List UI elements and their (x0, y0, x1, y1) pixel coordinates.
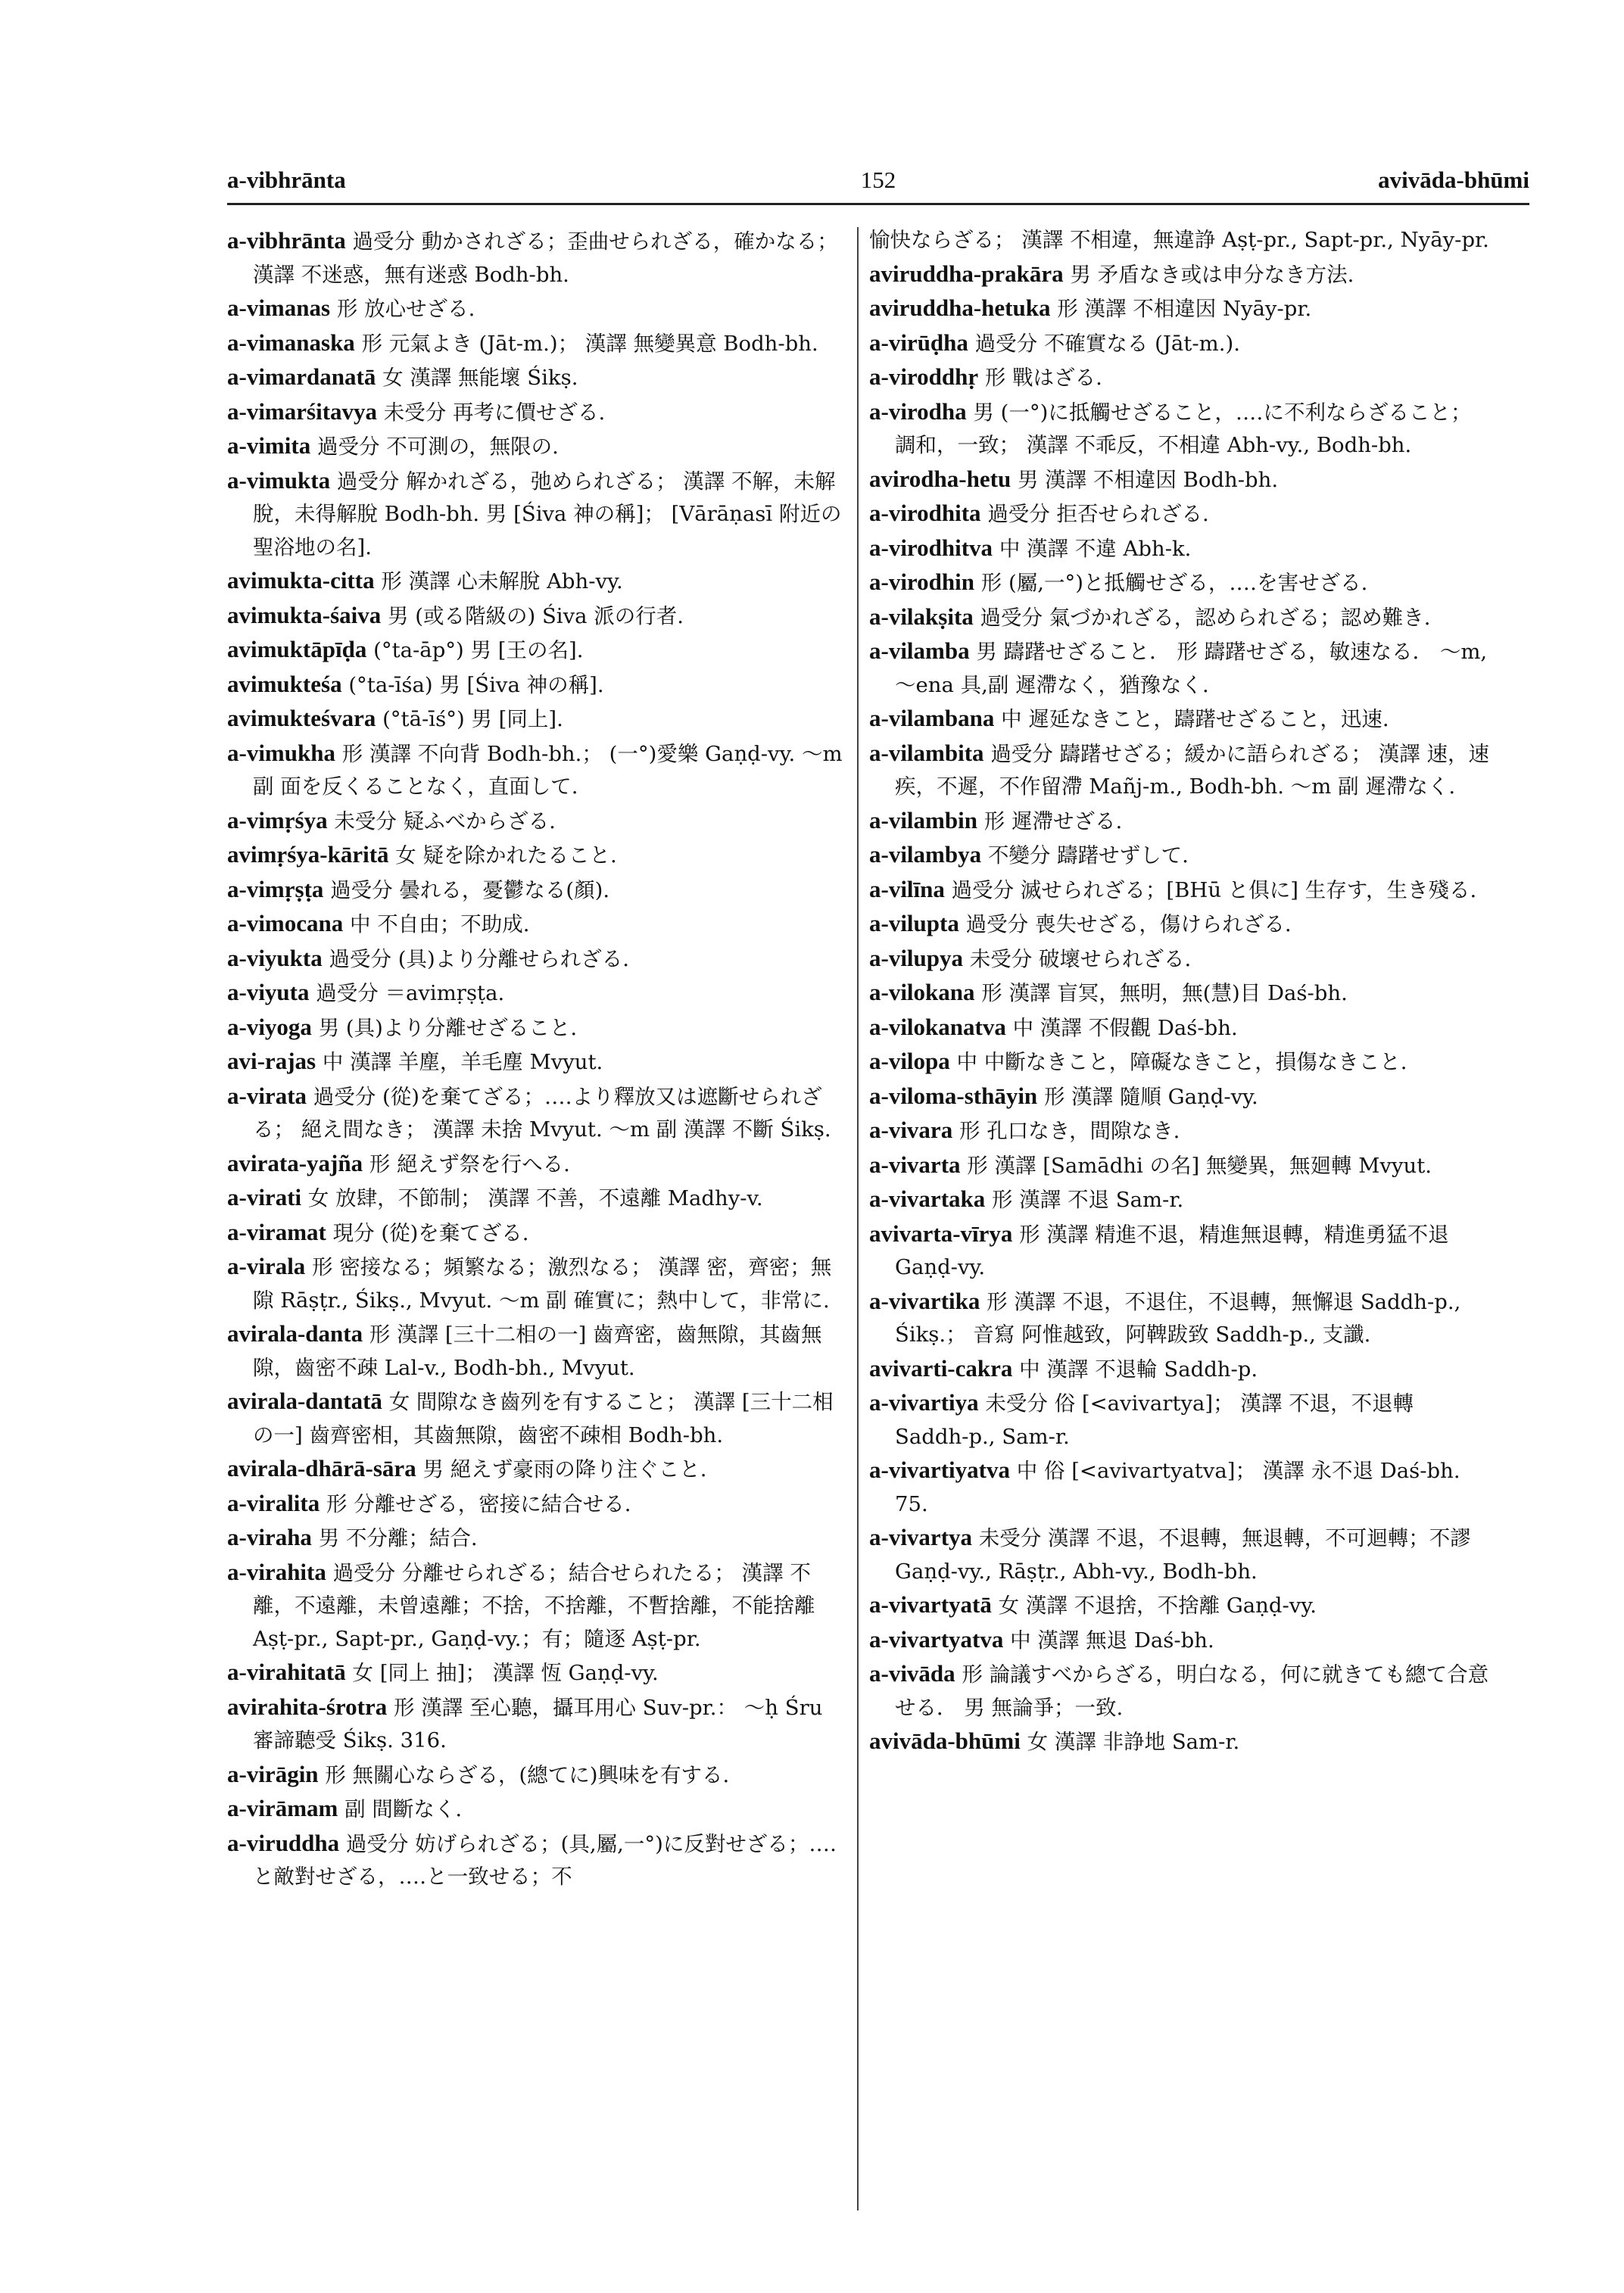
entry-headword: a-virodhitva (869, 534, 993, 561)
dictionary-entry (227, 1827, 848, 1894)
entry-definition: 過受分 滅せられざる；[BHū と俱に] 生存す，生き殘る. (951, 877, 1477, 902)
entry-headword: a-vilambya (869, 841, 982, 868)
entry-headword: a-viramat (227, 1218, 326, 1245)
entry-headword: avirata-yajña (227, 1149, 363, 1176)
running-head-right: avivāda-bhūmi (1378, 167, 1529, 193)
entry-definition: 男 (一°)に抵觸せざること，‥‥に不利ならざること；調和，一致； 漢譯 不乖反，不相違 Abh-vy., Bodh-bh. (895, 400, 1472, 457)
dictionary-entry (227, 907, 848, 942)
dictionary-entry (869, 1045, 1490, 1080)
dictionary-entry (869, 257, 1490, 292)
dictionary-entry (869, 1285, 1490, 1352)
dictionary-entry (869, 737, 1490, 804)
entry-headword: a-viyoga (227, 1013, 312, 1040)
dictionary-entry (227, 804, 848, 839)
entry-headword: a-vimardanatā (227, 363, 376, 390)
entry-headword: a-viyuta (227, 979, 310, 1005)
entry-definition: 過受分 喪失せざる，傷けられざる. (965, 912, 1292, 936)
dictionary-entry (869, 1352, 1490, 1387)
running-head-left: a-vibhrānta (227, 167, 346, 193)
entry-headword: a-vimukta (227, 466, 331, 494)
entry-definition: 未受分 疑ふべからざる. (334, 808, 556, 833)
entry-definition: (°ta-īśa) 男 [Śiva 神の稱]. (348, 672, 604, 697)
dictionary-entry (227, 838, 848, 873)
entry-definition: 女 漢譯 不退捨，不捨離 Gaṇḍ-vy. (998, 1594, 1317, 1618)
entry-definition: 副 間斷なく. (344, 1797, 463, 1821)
dictionary-entry (227, 1487, 848, 1522)
dictionary-entry (869, 1011, 1490, 1045)
entry-definition: 中 不自由；不助成. (350, 912, 530, 936)
entry-definition: 未受分 再考に價せざる. (383, 400, 606, 425)
entry-definition: 過受分 不確實なる (Jāt-m.). (974, 331, 1240, 356)
dictionary-entry (227, 1147, 848, 1182)
entry-definition: 形 (屬,一°)と抵觸せざる，‥‥を害せざる. (980, 571, 1368, 595)
entry-headword: avirala-danta (227, 1320, 363, 1347)
header-rule (227, 203, 1529, 205)
dictionary-entry (227, 1521, 848, 1556)
entry-definition: 形 漢譯 [Samādhi の名] 無變異，無廻轉 Mvyut. (967, 1153, 1432, 1178)
dictionary-entry (869, 463, 1490, 497)
dictionary-entry (227, 395, 848, 430)
entry-definition: 過受分 (從)を棄てざる；‥‥より釋放又は遮斷せられざる； 絕え間なき； 漢譯 未捨 Mvyut. 〜m 副 漢譯 不斷 Śikṣ. (253, 1084, 831, 1142)
left-column (227, 224, 848, 2223)
entry-definition: 過受分 曇れる，憂鬱なる(顏). (330, 877, 610, 902)
entry-definition: 過受分 妨げられざる；(具,屬,一°)に反對せざる；‥‥と敵對せざる，‥‥と一致せる；不 (253, 1831, 837, 1889)
entry-definition: 形 遲滯せざる. (983, 808, 1123, 833)
column-divider (857, 227, 859, 2210)
dictionary-entry (869, 1521, 1490, 1588)
entry-definition: 女 疑を除かれたること. (395, 843, 617, 868)
dictionary-entry (227, 1792, 848, 1827)
dictionary-entry (869, 565, 1490, 600)
entry-definition: 過受分 不可測の，無限の. (316, 435, 559, 459)
entry-headword: a-vimanaska (227, 329, 355, 356)
dictionary-entry (869, 1386, 1490, 1453)
entry-definition: 現分 (從)を棄てざる. (332, 1220, 529, 1245)
entry-definition: (°tā-īś°) 男 [同上]. (382, 707, 563, 731)
entry-headword: a-vilopa (869, 1048, 950, 1074)
dictionary-entry (227, 464, 848, 565)
entry-headword: a-viruddha (227, 1829, 340, 1856)
entry-definition: 過受分 動かされざる；歪曲せられざる，確かなる； 漢譯 不迷惑，無有迷惑 Bodh-bh. (253, 229, 838, 287)
right-column (869, 224, 1490, 2223)
dictionary-entry (869, 1724, 1490, 1759)
entry-headword: avimukta-śaiva (227, 601, 382, 628)
dictionary-entry (227, 1452, 848, 1487)
entry-headword: avirahita-śrotra (227, 1693, 388, 1720)
entry-headword: a-virati (227, 1184, 302, 1210)
dictionary-entry (869, 976, 1490, 1011)
entry-definition: 愉快ならざる； 漢譯 不相違，無違諍 Aṣṭ-pr., Sapt-pr., Nyāy-pr. (869, 228, 1489, 252)
entry-headword: a-virāmam (227, 1795, 338, 1821)
entry-headword: a-vilambin (869, 806, 977, 833)
entry-definition: 不變分 躊躇せずして. (987, 843, 1189, 868)
entry-definition: 形 絕えず祭を行へる. (369, 1151, 570, 1176)
entry-headword: a-vivartiya (869, 1389, 979, 1416)
entry-headword: a-vimocana (227, 910, 344, 936)
entry-headword: a-vivarta (869, 1151, 961, 1178)
dictionary-entry (227, 1758, 848, 1793)
entry-definition: 形 論議すべからざる，明白なる，何に就きても總て合意せる． 男 無論爭；一致. (895, 1662, 1489, 1720)
entry-definition: 男 不分離；結合. (318, 1526, 478, 1550)
entry-definition: 男 (具)より分離せざること. (318, 1015, 578, 1040)
entry-headword: a-vimṛṣṭa (227, 875, 324, 902)
entry-headword: a-vivartika (869, 1287, 980, 1314)
entry-definition: 中 漢譯 無退 Daś-bh. (1010, 1628, 1214, 1653)
entry-definition: 中 中斷なきこと，障礙なきこと，損傷なきこと. (956, 1050, 1407, 1074)
entry-headword: avivarti-cakra (869, 1354, 1013, 1382)
dictionary-entry (869, 838, 1490, 873)
entry-definition: 未受分 漢譯 不退，不退轉，無退轉，不可迴轉；不謬 Gaṇḍ-vy., Rāṣṭr., Abh-vy., Bodh-bh. (895, 1526, 1471, 1584)
entry-definition: 過受分 ＝avimṛṣṭa. (316, 981, 505, 1005)
entry-headword: a-vivartyatva (869, 1625, 1004, 1653)
entry-definition: 形 漢譯 至心聽，攝耳用心 Suv-pr.： 〜ḥ Śru 審諦聽受 Śikṣ. 316. (253, 1695, 823, 1752)
entry-headword: a-vilambana (869, 705, 995, 731)
entry-definition: 形 漢譯 不向背 Bodh-bh.； (一°)愛樂 Gaṇḍ-vy. 〜m 副 面を反くることなく，直面して. (253, 741, 843, 799)
dictionary-entry (227, 668, 848, 703)
entry-definition: 女 漢譯 無能壞 Śikṣ. (382, 366, 578, 390)
entry-definition: 男 矛盾なき或は申分なき方法. (1070, 262, 1354, 287)
dictionary-entry (869, 1182, 1490, 1217)
dictionary-entry (227, 873, 848, 908)
entry-headword: a-viralita (227, 1489, 320, 1516)
entry-definition: 形 密接なる；頻繁なる；激烈なる； 漢譯 密，齊密；無隙 Rāṣṭr., Śikṣ., Mvyut. 〜m 副 確實に；熱中して，非常に. (253, 1255, 832, 1313)
dictionary-entry (227, 942, 848, 977)
entry-definition: 形 漢譯 盲冥，無明，無(慧)目 Daś-bh. (981, 981, 1348, 1005)
dictionary-entry (227, 737, 848, 804)
entry-headword: avimukteśa (227, 670, 342, 697)
entry-definition: 中 漢譯 不違 Abh-k. (999, 536, 1192, 561)
dictionary-entry (869, 224, 1490, 257)
entry-headword: a-vilakṣita (869, 603, 974, 630)
entry-definition: 女 放肆，不節制； 漢譯 不善，不遠離 Madhy-v. (307, 1186, 763, 1210)
entry-definition: 女 漢譯 非諍地 Sam-r. (1027, 1730, 1240, 1754)
dictionary-entry (227, 1317, 848, 1385)
entry-headword: avirodha-hetu (869, 465, 1011, 492)
dictionary-entry (227, 429, 848, 464)
dictionary-entry (227, 1080, 848, 1147)
entry-headword: avirala-dhārā-sāra (227, 1455, 416, 1481)
entry-definition: 中 漢譯 不退輪 Saddh-p. (1019, 1357, 1258, 1382)
entry-headword: a-vilīna (869, 875, 945, 902)
dictionary-entry (869, 873, 1490, 908)
entry-definition: (°ta-āp°) 男 [王の名]. (373, 638, 584, 662)
dictionary-entry (869, 1148, 1490, 1183)
entry-headword: a-vivartiyatva (869, 1456, 1010, 1483)
entry-definition: 形 漢譯 不相違因 Nyāy-pr. (1057, 297, 1312, 321)
entry-definition: 男 漢譯 不相違因 Bodh-bh. (1017, 467, 1279, 492)
entry-definition: 形 漢譯 不退，不退住，不退轉，無懈退 Saddh-p., Śikṣ.； 音寫 阿惟越致，阿鞞跋致 Saddh-p., 支讖. (895, 1289, 1461, 1347)
dictionary-entry (227, 1656, 848, 1690)
page-number: 152 (860, 167, 896, 193)
entry-definition: 男 躊躇せざること． 形 躊躇せざる，敏速なる． 〜m, 〜ena 具,副 遲滯なく，猶豫なく. (895, 640, 1488, 697)
dictionary-entry (227, 1690, 848, 1758)
dictionary-entry (869, 531, 1490, 566)
entry-definition: 形 漢譯 心未解脫 Abh-vy. (381, 569, 623, 594)
entry-headword: a-viloma-sthāyin (869, 1082, 1038, 1109)
dictionary-entry (869, 600, 1490, 635)
entry-definition: 過受分 拒否せられざる. (987, 502, 1209, 526)
entry-definition: 中 漢譯 羊塵，羊毛塵 Mvyut. (322, 1050, 603, 1074)
dictionary-entry (869, 702, 1490, 737)
dictionary-entry (227, 1216, 848, 1251)
entry-headword: a-vimanas (227, 294, 331, 321)
dictionary-entry (869, 942, 1490, 977)
entry-headword: aviruddha-prakāra (869, 260, 1064, 287)
entry-definition: 中 遲延なきこと，躊躇せざること，迅速. (1001, 707, 1389, 731)
dictionary-entry (869, 497, 1490, 531)
entry-headword: a-virodhin (869, 569, 974, 595)
entry-definition: 形 漢譯 [三十二相の一] 齒齊密，齒無隙，其齒無隙，齒密不疎 Lal-v., Bodh-bh., Mvyut. (253, 1323, 822, 1380)
entry-headword: a-vilupya (869, 944, 964, 971)
dictionary-entry (869, 634, 1490, 702)
entry-headword: avi-rajas (227, 1048, 316, 1074)
entry-headword: a-viroddhṛ (869, 363, 979, 390)
dictionary-entry (227, 1181, 848, 1216)
entry-headword: a-virahitatā (227, 1659, 346, 1685)
entry-definition: 形 漢譯 隨順 Gaṇḍ-vy. (1043, 1084, 1258, 1109)
entry-definition: 過受分 躊躇せざる；緩かに語られざる； 漢譯 速，速疾，不遲，不作留滯 Mañj-m., Bodh-bh. 〜m 副 遲滯なく. (895, 741, 1490, 799)
entry-headword: a-viyukta (227, 944, 323, 971)
dictionary-entry (869, 1453, 1490, 1521)
entry-definition: 過受分 分離せられざる；結合せられたる； 漢譯 不離，不遠離，未曾遠離；不捨，不捨離，不暫捨離，不能捨離 Aṣṭ-pr., Sapt-pr., Gaṇḍ-vy.；有；隨逐 Aṣṭ-pr. (253, 1560, 815, 1651)
entry-headword: avimukta-citta (227, 567, 375, 594)
entry-headword: a-virodhita (869, 500, 981, 526)
dictionary-entry (869, 395, 1490, 463)
entry-headword: aviruddha-hetuka (869, 294, 1051, 321)
dictionary-entry (227, 564, 848, 599)
entry-headword: a-vivāda (869, 1660, 955, 1687)
entry-headword: a-vimita (227, 432, 311, 459)
dictionary-entry (227, 599, 848, 634)
entry-headword: a-vimukha (227, 739, 335, 766)
entry-definition: 過受分 氣づかれざる，認められざる；認め難き. (980, 605, 1431, 630)
entry-definition: 女 [同上 抽]； 漢譯 恆 Gaṇḍ-vy. (352, 1661, 659, 1685)
dictionary-entry (869, 1657, 1490, 1724)
entry-headword: a-vibhrānta (227, 227, 346, 254)
entry-headword: avimṛśya-kāritā (227, 841, 389, 868)
entry-definition: 形 漢譯 不退 Sam-r. (992, 1188, 1184, 1212)
dictionary-entry (227, 291, 848, 326)
entry-headword: a-viraha (227, 1524, 312, 1550)
entry-headword: a-vivartyatā (869, 1591, 992, 1618)
dictionary-entry (227, 1385, 848, 1452)
dictionary-entry (227, 633, 848, 668)
dictionary-entry (869, 1217, 1490, 1285)
entry-headword: a-virala (227, 1253, 306, 1279)
entry-definition: 過受分 解かれざる，弛められざる； 漢譯 不解，未解脫，未得解脫 Bodh-bh. 男 [Śiva 神の稱]； [Vārāṇasī 附近の聖浴地の名]. (253, 469, 842, 559)
entry-definition: 形 無關心ならざる，(總てに)興味を有する. (325, 1762, 730, 1787)
page-header (227, 167, 1529, 204)
dictionary-entry (869, 1080, 1490, 1114)
dictionary-entry (227, 976, 848, 1011)
entry-definition: 過受分 (具)より分離せられざる. (329, 946, 629, 971)
dictionary-entry (227, 702, 848, 737)
entry-headword: a-vimarśitavya (227, 397, 378, 425)
entry-headword: a-vilokanatva (869, 1013, 1006, 1040)
entry-definition: 形 漢譯 精進不退，精進無退轉，精進勇猛不退 Gaṇḍ-vy. (895, 1222, 1449, 1279)
dictionary-entry (227, 326, 848, 361)
entry-headword: a-vivartya (869, 1524, 973, 1550)
dictionary-entry (869, 804, 1490, 839)
entry-definition: 女 間隙なき齒列を有すること； 漢譯 [三十二相の一] 齒齊密相，其齒無隙，齒密不疎相 Bodh-bh. (253, 1390, 834, 1447)
entry-definition: 男 (或る階級の) Śiva 派の行者. (388, 603, 684, 628)
entry-definition: 中 俗 [<avivartyatva]； 漢譯 永不退 Daś-bh. 75. (895, 1459, 1460, 1516)
dictionary-entry (869, 326, 1490, 361)
dictionary-entry (869, 1588, 1490, 1623)
dictionary-entry (869, 291, 1490, 326)
entry-definition: 形 分離せざる，密接に結合せる. (326, 1491, 631, 1516)
dictionary-entry (869, 360, 1490, 395)
entry-headword: a-virata (227, 1082, 307, 1109)
entry-definition: 形 孔口なき，間隙なき. (959, 1119, 1180, 1143)
entry-headword: avimukteśvara (227, 705, 376, 731)
entry-definition: 男 絕えず豪雨の降り注ぐこと. (422, 1457, 707, 1481)
dictionary-entry (869, 907, 1490, 942)
entry-headword: avivarta-vīrya (869, 1220, 1013, 1247)
entry-definition: 未受分 俗 [<avivartya]； 漢譯 不退，不退轉 Saddh-p., Sam-r. (895, 1391, 1414, 1449)
entry-definition: 未受分 破壞せられざる. (969, 946, 1192, 971)
entry-headword: a-virāgin (227, 1760, 319, 1787)
dictionary-entry (227, 1045, 848, 1080)
dictionary-entry (227, 224, 848, 291)
dictionary-entry (227, 1556, 848, 1656)
entry-headword: a-vilambita (869, 739, 984, 766)
entry-headword: a-virodha (869, 397, 967, 425)
entry-headword: avimuktāpīḍa (227, 636, 367, 662)
entry-headword: avirala-dantatā (227, 1388, 382, 1414)
entry-headword: a-virūḍha (869, 329, 968, 356)
entry-definition: 形 戰はざる. (984, 366, 1102, 390)
dictionary-entry (227, 360, 848, 395)
entry-definition: 形 放心せざる. (336, 297, 475, 321)
entry-definition: 形 元氣よき (Jāt-m.)； 漢譯 無變異意 Bodh-bh. (361, 331, 818, 356)
entry-definition: 中 漢譯 不假觀 Daś-bh. (1012, 1015, 1238, 1040)
dictionary-entry (869, 1114, 1490, 1148)
entry-headword: a-virahita (227, 1558, 326, 1585)
entry-headword: a-vilokana (869, 979, 975, 1005)
entry-headword: a-vivara (869, 1117, 953, 1143)
entry-headword: a-vilupta (869, 910, 959, 936)
entry-headword: a-vivartaka (869, 1185, 986, 1212)
entry-headword: avivāda-bhūmi (869, 1728, 1021, 1754)
dictionary-entry (227, 1011, 848, 1045)
dictionary-entry (227, 1250, 848, 1317)
entry-headword: a-vilamba (869, 637, 970, 664)
entry-headword: a-vimṛśya (227, 806, 328, 833)
dictionary-entry (869, 1623, 1490, 1658)
